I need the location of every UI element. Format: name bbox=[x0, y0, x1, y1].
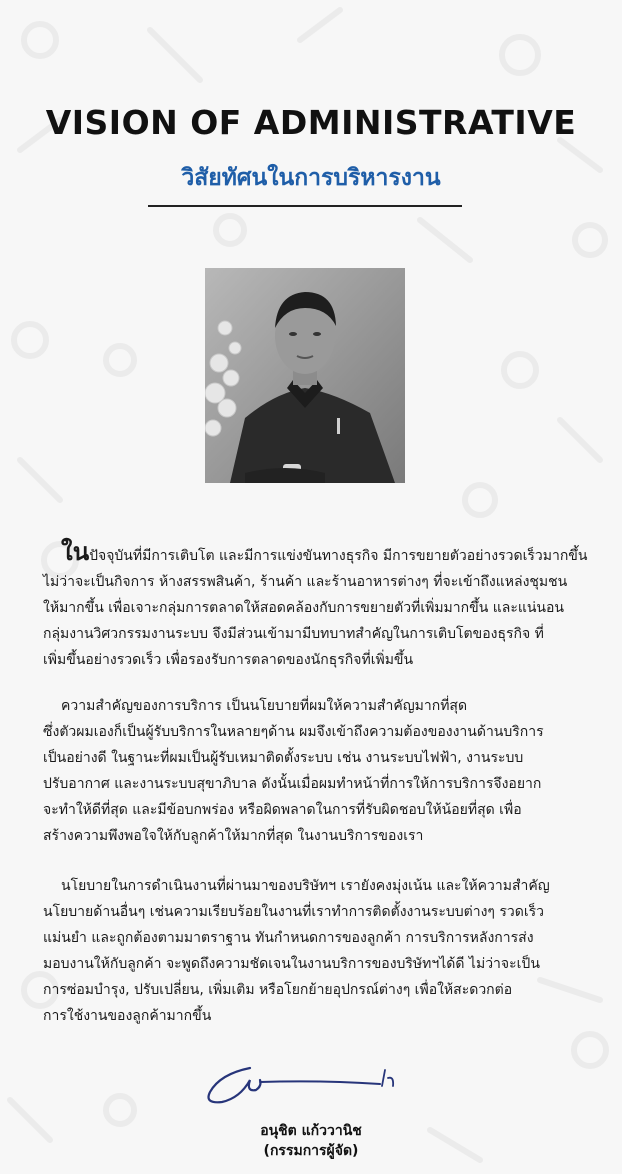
title-divider bbox=[148, 205, 462, 207]
paragraph-line: นโยบายด้านอื่นๆ เช่นความเรียบร้อยในงานที่เราทำการติดตั้งงานระบบต่างๆ รวดเร็ว bbox=[43, 904, 545, 920]
paragraph-line: นโยบายในการดำเนินงานที่ผ่านมาของบริษัทฯ เรายังคงมุ่งเน้น และให้ความสำคัญ bbox=[61, 878, 550, 894]
paragraph-line: การใช้งานของลูกค้ามากขึ้น bbox=[43, 1008, 212, 1024]
paragraph-line: จะทำให้ดีที่สุด และมีข้อบกพร่อง หรือผิดพลาดในการที่รับผิดชอบให้น้อยที่สุด เพื่อ bbox=[43, 802, 522, 818]
signatory-title: (กรรมการผู้จัด) bbox=[263, 1143, 359, 1159]
paragraph-1 bbox=[43, 539, 588, 673]
page-title: VISION OF ADMINISTRATIVE bbox=[45, 103, 577, 142]
paragraph-line: กลุ่มงานวิศวกรรมงานระบบ จึงมีส่วนเข้ามามีบทบาทสำคัญในการเติบโตของธุรกิจ ที่ bbox=[43, 626, 544, 642]
paragraph-line: ความสำคัญของการบริการ เป็นนโยบายที่ผมให้ความสำคัญมากที่สุด bbox=[61, 698, 468, 714]
paragraph-line: เป็นอย่างดี ในฐานะที่ผมเป็นผู้รับเหมาติดตั้งระบบ เช่น งานระบบไฟฟ้า, งานระบบ bbox=[43, 750, 524, 766]
paragraph-2 bbox=[43, 693, 588, 849]
paragraph-line: ปัจจุบันที่มีการเติบโต และมีการแข่งขันทางธุรกิจ มีการขยายตัวอย่างรวดเร็วมากขึ้น bbox=[89, 548, 588, 564]
paragraph-line: มอบงานให้กับลูกค้า จะพูดถึงความชัดเจนในงานบริการของบริษัทฯได้ดี ไม่ว่าจะเป็น bbox=[43, 956, 540, 972]
paragraph-line: ไม่ว่าจะเป็นกิจการ ห้างสรรพสินค้า, ร้านค้า และร้านอาหารต่างๆ ที่จะเข้าถึงแหล่งชุมชน bbox=[43, 574, 568, 590]
paragraph-line: เพิ่มขึ้นอย่างรวดเร็ว เพื่อรองรับการตลาดของนักธุรกิจที่เพิ่มขึ้น bbox=[43, 652, 414, 668]
paragraph-line: แม่นยำ และถูกต้องตามมาตราฐาน ทันกำหนดการของลูกค้า การบริการหลังการส่ง bbox=[43, 930, 534, 946]
paragraph-line: ให้มากขึ้น เพื่อเจาะกลุ่มการตลาดให้สอดคล้องกับการขยายตัวที่เพิ่มมากขึ้น และแน่นอน bbox=[43, 600, 564, 616]
paragraph-3 bbox=[43, 873, 588, 1029]
handwritten-signature bbox=[200, 1052, 420, 1108]
paragraph-line: สร้างความพึงพอใจให้กับลูกค้าให้มากที่สุด ในงานบริการของเรา bbox=[43, 828, 424, 844]
page-subtitle: วิสัยทัศนในการบริหารงาน bbox=[181, 165, 441, 191]
paragraph-line: การซ่อมบำรุง, ปรับเปลี่ยน, เพิ่มเติม หรือโยกย้ายอุปกรณ์ต่างๆ เพื่อให้สะดวกต่อ bbox=[43, 982, 513, 998]
paragraph-line: ซึ่งตัวผมเองก็เป็นผู้รับบริการในหลายๆด้าน ผมจึงเข้าถึงความต้องของงานด้านบริการ bbox=[43, 724, 544, 740]
signatory-name: อนุชิต แก้ววานิช bbox=[260, 1123, 362, 1139]
paragraph-line: ปรับอากาศ และงานระบบสุขาภิบาล ดังนั้นเมื่อผมทำหน้าที่การให้การบริการจึงอยาก bbox=[43, 776, 542, 792]
director-portrait bbox=[205, 268, 405, 483]
paragraph-lead-word: ใน bbox=[61, 538, 90, 566]
